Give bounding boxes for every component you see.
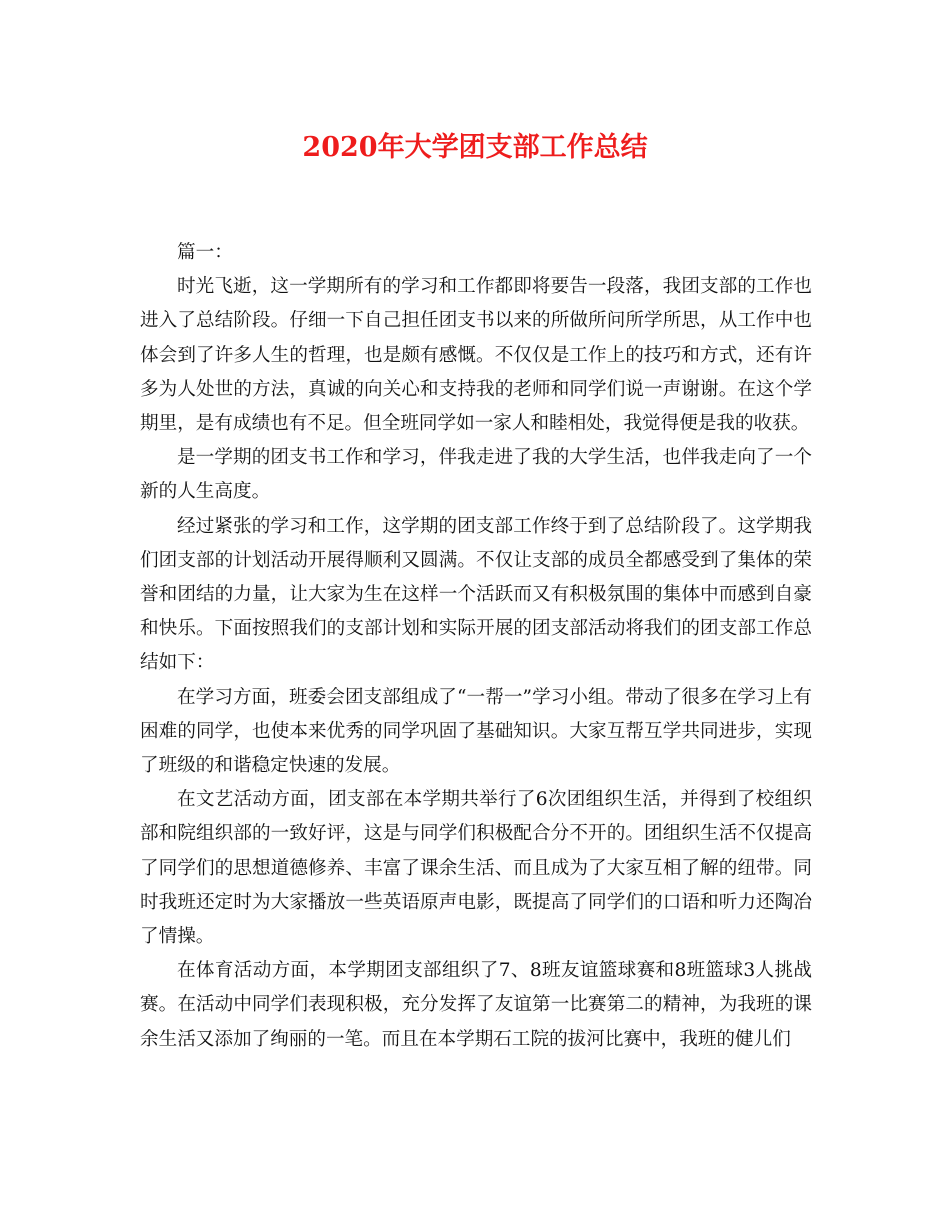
paragraph-study: 在学习方面，班委会团支部组成了“一帮一”学习小组。带动了很多在学习上有困难的同学，也使本来优秀的同学巩固了基础知识。大家互帮互学共同进步，实现了班级的和谐稳定快速的发展。 (140, 686, 812, 777)
paragraph-sports: 在体育活动方面，本学期团支部组织了7、8班友谊篮球赛和8班篮球3人挑战赛。在活动中同学们表现积极，充分发挥了友谊第一比赛第二的精神，为我班的课余生活又添加了绚丽的一笔。而且在本学期石工院的拔河比赛中，我班的健儿们 (140, 960, 812, 1050)
paragraph-journey: 是一学期的团支书工作和学习，伴我走进了我的大学生活，也伴我走向了一个新的人生高度。 (140, 447, 812, 503)
paragraph-overview: 经过紧张的学习和工作，这学期的团支部工作终于到了总结阶段了。这学期我们团支部的计划活动开展得顺利又圆满。不仅让支部的成员全都感受到了集体的荣誉和团结的力量，让大家为生在这样一个活跃而又有积极氛围的集体中而感到自豪和快乐。下面按照我们的支部计划和实际开展的团支部活动将我们的团支部工作总结如下： (140, 515, 812, 674)
paragraph-section-label: 篇一： (177, 242, 233, 263)
document-title: 2020年大学团支部工作总结 (302, 132, 648, 163)
paragraph-intro: 时光飞逝，这一学期所有的学习和工作都即将要告一段落，我团支部的工作也进入了总结阶段。仔细一下自己担任团支书以来的所做所问所学所思，从工作中也体会到了许多人生的哲理，也是颇有感慨。不仅仅是工作上的技巧和方式，还有许多为人处世的方法，真诚的向关心和支持我的老师和同学们说一声谢谢。在这个学期里，是有成绩也有不足。但全班同学如一家人和睦相处，我觉得便是我的收获。 (140, 276, 812, 435)
paragraph-arts: 在文艺活动方面，团支部在本学期共举行了6次团组织生活，并得到了校组织部和院组织部的一致好评，这是与同学们积极配合分不开的。团组织生活不仅提高了同学们的思想道德修养、丰富了课余生活、而且成为了大家互相了解的纽带。同时我班还定时为大家播放一些英语原声电影，既提高了同学们的口语和听力还陶冶了情操。 (140, 789, 812, 948)
document-body (140, 236, 812, 1057)
